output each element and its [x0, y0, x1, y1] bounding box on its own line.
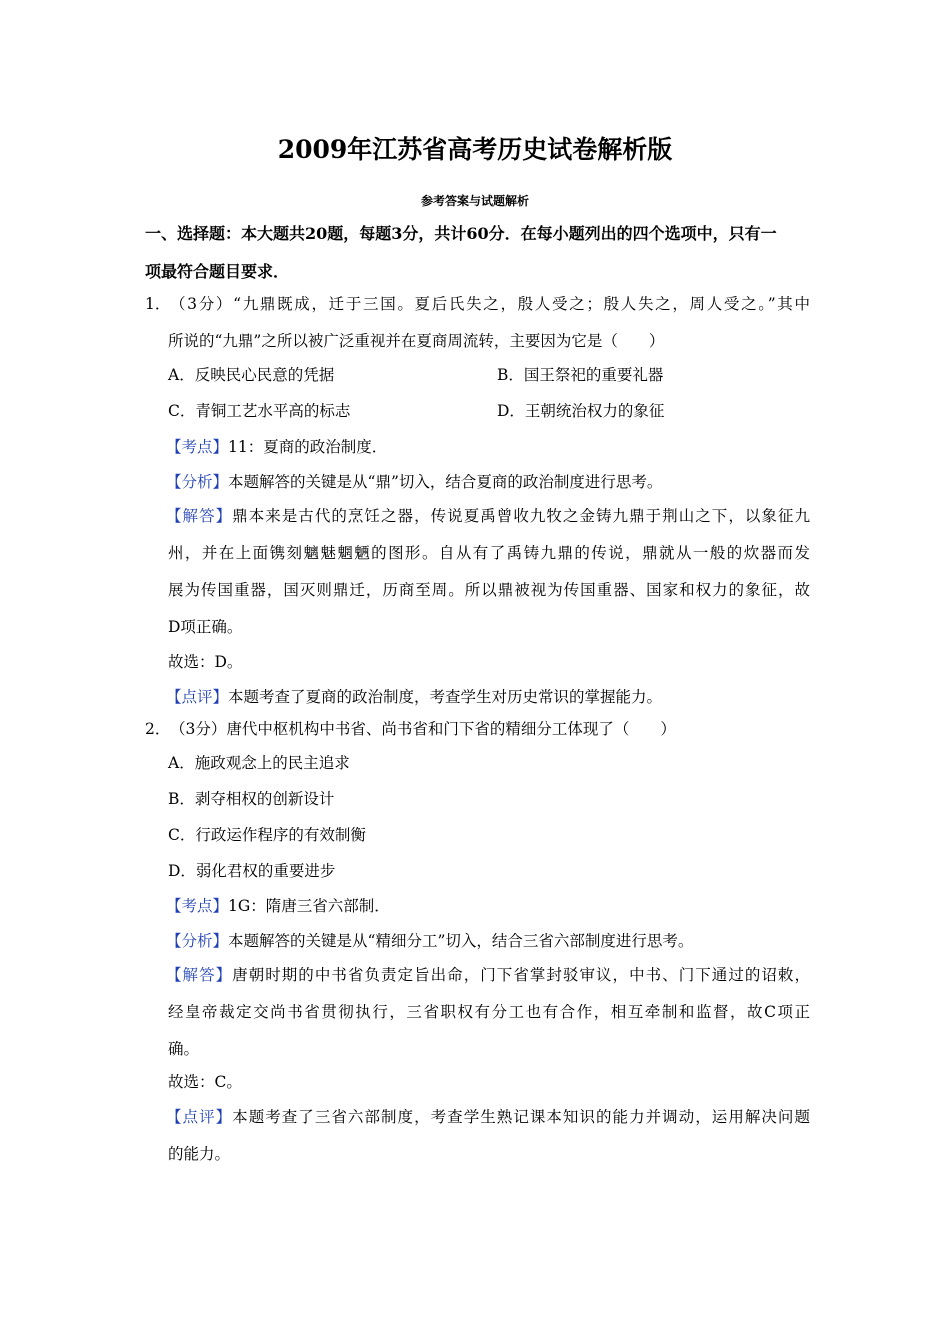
- question-1-option-a: A．反映民心民意的凭据: [168, 366, 335, 384]
- jieda-tag: 【解答】: [166, 966, 233, 984]
- document-subtitle: 参考答案与试题解析: [420, 194, 529, 208]
- question-2-kaodian: [166, 896, 390, 916]
- question-2-option-b: B．剥夺相权的创新设计: [168, 790, 335, 808]
- jieda-tag: 【解答】: [166, 507, 233, 525]
- question-2-jieda-line-1: [166, 965, 810, 985]
- question-1-stem-line-1: （3分）“九鼎既成，迁于三国。夏后氏失之，殷人受之；殷人失之，周人受之。”其中: [170, 295, 810, 313]
- section-heading-line-1: 一、选择题：本大题共20题，每题3分，共计60分．在每小题列出的四个选项中，只有一: [145, 224, 777, 243]
- question-1-option-b: B．国王祭祀的重要礼器: [497, 366, 664, 384]
- dianping-text: 本题考查了夏商的政治制度，考查学生对历史常识的掌握能力。: [228, 688, 663, 706]
- question-2-fenxi: [166, 931, 693, 951]
- fenxi-tag: 【分析】: [166, 932, 229, 950]
- question-1-jieda-line-2: 州，并在上面镌刻魑魅魍魉的图形。自从有了禹铸九鼎的传说，鼎就从一般的炊器而发: [168, 544, 810, 562]
- document-title: 2009年江苏省高考历史试卷解析版: [277, 135, 673, 164]
- fenxi-text: 本题解答的关键是从“鼎”切入，结合夏商的政治制度进行思考。: [228, 473, 663, 491]
- question-2-dianping-line-2: 的能力。: [168, 1145, 231, 1163]
- question-2-answer: 故选：C。: [168, 1073, 242, 1091]
- kaodian-tag: 【考点】: [166, 897, 229, 915]
- question-2-stem-line-1: （3分）唐代中枢机构中书省、尚书省和门下省的精细分工体现了（ ）: [170, 720, 676, 738]
- question-1-option-d: D．王朝统治权力的象征: [497, 402, 665, 420]
- kaodian-text: 1G：隋唐三省六部制．: [228, 897, 390, 915]
- question-2-jieda-line-3: 确。: [168, 1040, 200, 1058]
- question-1-dianping: [166, 687, 662, 707]
- jieda-text: 鼎本来是古代的烹饪之器，传说夏禹曾收九牧之金铸九鼎于荆山之下，以象征九: [232, 507, 810, 525]
- jieda-text: 唐朝时期的中书省负责定旨出命，门下省掌封驳审议，中书、门下通过的诏敕，: [232, 966, 810, 984]
- question-2-option-c: C．行政运作程序的有效制衡: [168, 826, 366, 844]
- question-1-jieda-line-4: D项正确。: [168, 618, 243, 636]
- question-1-stem-line-2: 所说的“九鼎”之所以被广泛重视并在夏商周流转，主要因为它是（ ）: [168, 332, 665, 350]
- dianping-tag: 【点评】: [166, 1108, 233, 1126]
- dianping-tag: 【点评】: [166, 688, 229, 706]
- fenxi-tag: 【分析】: [166, 473, 229, 491]
- question-1-answer: 故选：D。: [168, 653, 243, 671]
- question-2-jieda-line-2: 经皇帝裁定交尚书省贯彻执行，三省职权有分工也有合作，相互牵制和监督，故C项正: [168, 1003, 810, 1021]
- question-1-number: 1．: [145, 295, 171, 313]
- kaodian-text: 11：夏商的政治制度．: [228, 438, 388, 456]
- question-1-option-c: C．青铜工艺水平高的标志: [168, 402, 351, 420]
- question-2-option-a: A．施政观念上的民主追求: [168, 754, 350, 772]
- question-2-dianping-line-1: [166, 1107, 810, 1127]
- question-1-jieda-line-3: 展为传国重器，国灭则鼎迁，历商至周。所以鼎被视为传国重器、国家和权力的象征，故: [168, 581, 810, 599]
- dianping-text: 本题考查了三省六部制度，考查学生熟记课本知识的能力并调动，运用解决问题: [232, 1108, 810, 1126]
- kaodian-tag: 【考点】: [166, 438, 229, 456]
- question-1-fenxi: [166, 472, 662, 492]
- section-heading-line-2: 项最符合题目要求．: [145, 262, 290, 281]
- fenxi-text: 本题解答的关键是从“精细分工”切入，结合三省六部制度进行思考。: [228, 932, 694, 950]
- question-2-number: 2．: [145, 720, 171, 738]
- question-1-jieda-line-1: [166, 506, 810, 526]
- question-2-option-d: D．弱化君权的重要进步: [168, 862, 336, 880]
- question-1-kaodian: [166, 437, 387, 457]
